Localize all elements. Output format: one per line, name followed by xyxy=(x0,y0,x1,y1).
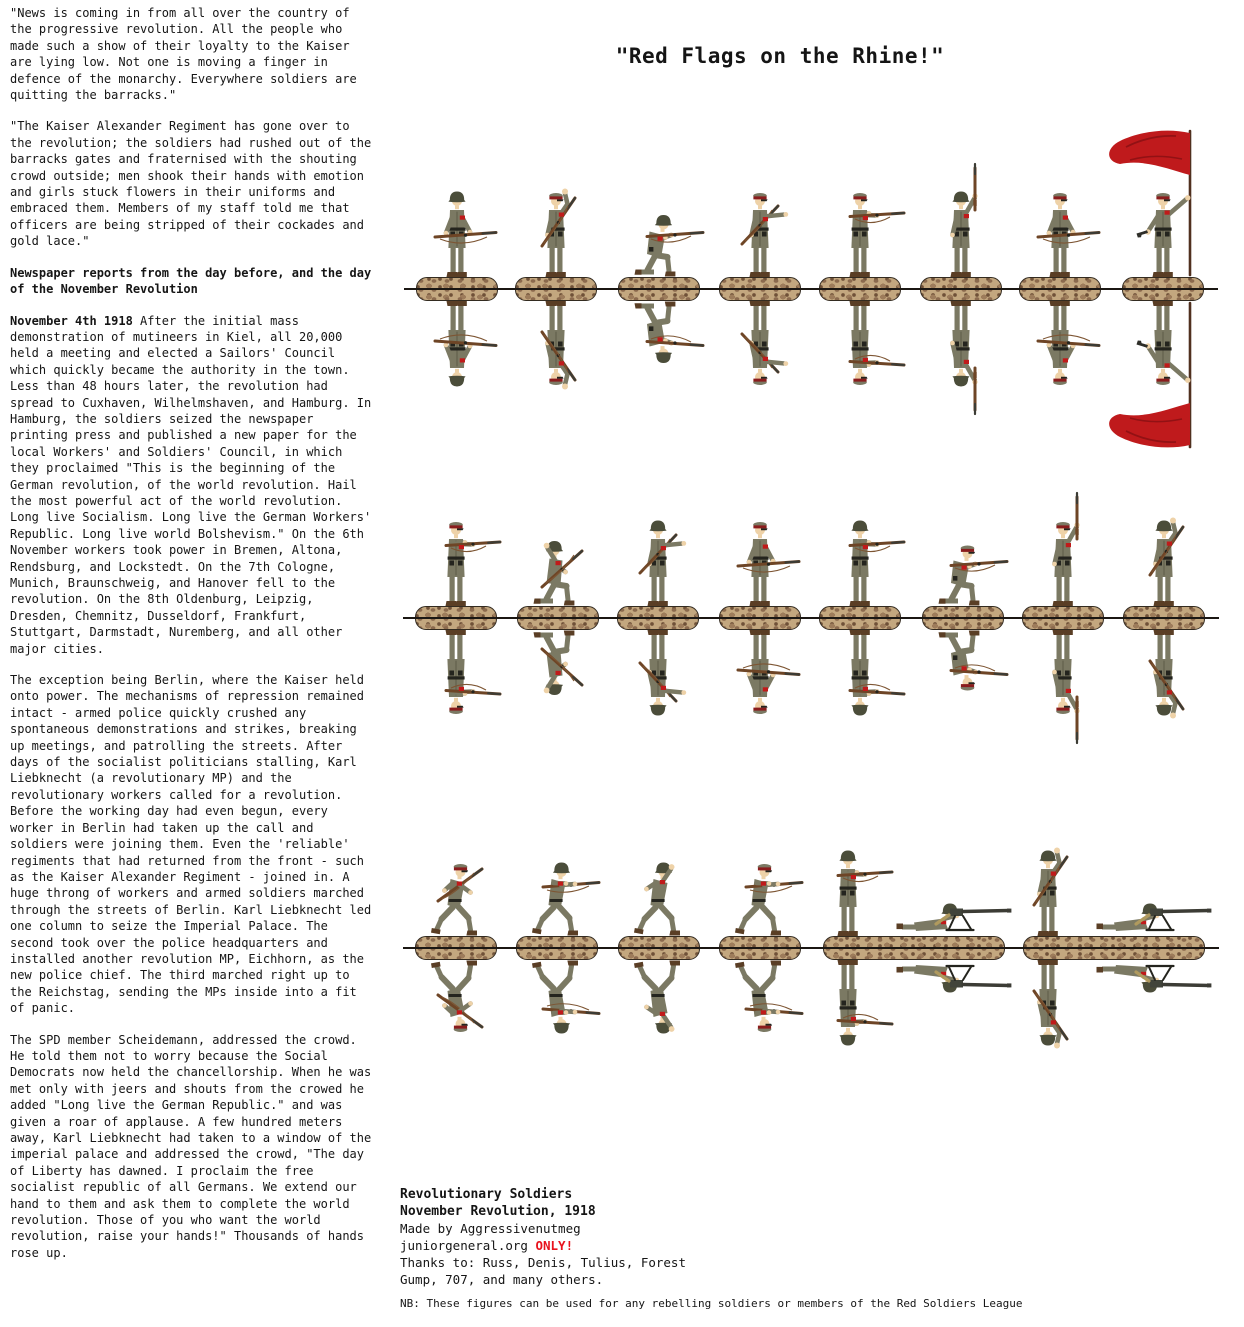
fold-line xyxy=(707,288,815,290)
fold-line xyxy=(707,617,815,619)
fold-line xyxy=(403,947,511,949)
fold-line xyxy=(404,288,512,290)
fold-line xyxy=(811,947,1019,949)
soldier-mg-team-aim-reflection xyxy=(814,957,1014,1077)
soldier-mg-team-aim xyxy=(814,819,1014,939)
soldier-mg-team-wave xyxy=(1014,819,1214,939)
fold-line xyxy=(1007,288,1115,290)
spd-paragraph: The SPD member Scheidemann, addressed the crowd. He told them not to worry because the Social Democrats now held the chancellorship. When he was met only with jeers and shouts from the crowed he added "Long live the German Republic." and was given a roar of applause. A few hundred meters away, Karl Liebknecht had taken to a window of the imperial palace and addressed the crowd, "The day of Liberty has dawned. I proclaim the free socialist republic of all Germans. We extend our hand to them and ask them to complete the world revolution. Those of you who want the world revolution, raise your hands!" Thousands of hands rose up. xyxy=(10,1032,372,1260)
fold-line xyxy=(605,617,713,619)
credits-only: ONLY! xyxy=(535,1238,574,1253)
credits-title: Revolutionary Soldiers xyxy=(400,1187,573,1202)
fold-line xyxy=(807,617,915,619)
fold-line xyxy=(707,947,815,949)
fold-line xyxy=(908,288,1016,290)
quote-paragraph-2: "The Kaiser Alexander Regiment has gone over to the revolution; the soldiers had rushed out of the barracks gates and fraternised with the shouting crowd outside; men shook their hands with emotion and girls stuck flowers in their uniforms and embraced them. Members of my staff told me that officers are being stripped of their cockades and gold lace." xyxy=(10,119,372,249)
quote-paragraph-1: "News is coming in from all over the country of the progressive revolution. All the people who made such a show of their loyalty to the Kaiser are lying low. Not one is moving a finger in defence of the monarchy. Everywhere soldiers are quitting the barracks." xyxy=(10,6,357,103)
fold-line xyxy=(606,288,714,290)
fold-line xyxy=(503,288,611,290)
fold-line xyxy=(505,617,613,619)
date-lead: November 4th 1918 xyxy=(10,313,133,328)
credits-site: juniorgeneral.org xyxy=(400,1238,536,1253)
soldier-flag xyxy=(1078,109,1228,281)
fold-line xyxy=(606,947,714,949)
soldier-fist-raised xyxy=(1104,489,1224,609)
soldier-run-level-reflection xyxy=(700,957,820,1077)
fold-line xyxy=(1110,288,1218,290)
soldier-stand-aim-reflection xyxy=(800,627,920,747)
dated-paragraph-text: After the initial mass demonstration of mutineers in Kiel, all 20,000 held a meeting and elected a Sailors' Council which quickly became the authority in the town. Less than 48 hours later, the revolution had spread to Cuxhaven, Wilhelmshaven, and Hamburg. In Hamburg, the soldiers seized the newspaper printing press and published a new paper for the local Workers' and Soldiers' Council, in which they proclaimed "This is the beginning of the German revolution, of the world revolution. Hail the most powerful act of the world revolution. Long live Socialism. Long live the German Workers' Republic. Long live world Bolshevism." On the 6th November workers took power in Bremen, Altona, Rendsburg, and Lockstedt. On the 7th Cologne, Munich, Braunschweig, and Hanover fell to the revolution. On the 8th Oldenburg, Leipzig, Dresden, Chemnitz, Dusseldorf, Frankfurt, Stuttgart, Darmstadt, Nuremberg, and all other major cities. xyxy=(10,313,372,656)
fold-line xyxy=(807,288,915,290)
fold-line xyxy=(403,617,511,619)
soldier-fist-raised xyxy=(496,160,616,280)
soldier-mg-team-wave-reflection xyxy=(1014,957,1214,1077)
credits-subtitle: November Revolution, 1918 xyxy=(400,1204,596,1219)
berlin-paragraph: The exception being Berlin, where the Kaiser held onto power. The mechanisms of repression remained intact - armed police quickly crushed any spontaneous demonstrations and strikes, breaking up meetings, and patrolling the streets. After days of the socialist politicians stalling, Karl Liebknecht (a revolutionary MP) and the revolutionary workers called for a revolution. Before the working day had even begun, every worker in Berlin had taken up the call and soldiers were joining them. Even the 'reliable' regiments that had returned from the front - such as the Kaiser Alexander Regiment - joined in. A huge throng of workers and armed soldiers marched through the streets of Berlin. Karl Liebknecht led one column to seize the Imperial Palace. The second took over the police headquarters and installed another revolution MP, Eichhorn, as the new police chief. The third marched right up to the Reichstag, sending the MPs inside into a fit of panic. xyxy=(10,673,372,1016)
fold-line xyxy=(1111,617,1219,619)
soldier-fist-raised-reflection xyxy=(1104,627,1224,747)
soldier-flag-reflection xyxy=(1078,297,1228,469)
section-heading: Newspaper reports from the day before, and the day of the November Revolution xyxy=(10,265,372,297)
credits-thanks-2: Gump, 707, and many others. xyxy=(400,1272,604,1287)
soldier-stand-aim xyxy=(800,489,920,609)
credits-site-line xyxy=(400,1237,820,1254)
credits-block xyxy=(400,1186,820,1288)
credits-made-by: Made by Aggressivenutmeg xyxy=(400,1221,581,1236)
fold-line xyxy=(910,617,1018,619)
page-title: "Red Flags on the Rhine!" xyxy=(615,44,945,68)
fold-line xyxy=(504,947,612,949)
credits-thanks-1: Thanks to: Russ, Denis, Tulius, Forest xyxy=(400,1255,686,1270)
nb-note: NB: These figures can be used for any rebelling soldiers or members of the Red Soldiers League xyxy=(400,1297,1023,1310)
fold-line xyxy=(1011,947,1219,949)
fold-line xyxy=(1010,617,1118,619)
soldier-run-level xyxy=(700,819,820,939)
soldier-fist-raised-reflection xyxy=(496,298,616,418)
